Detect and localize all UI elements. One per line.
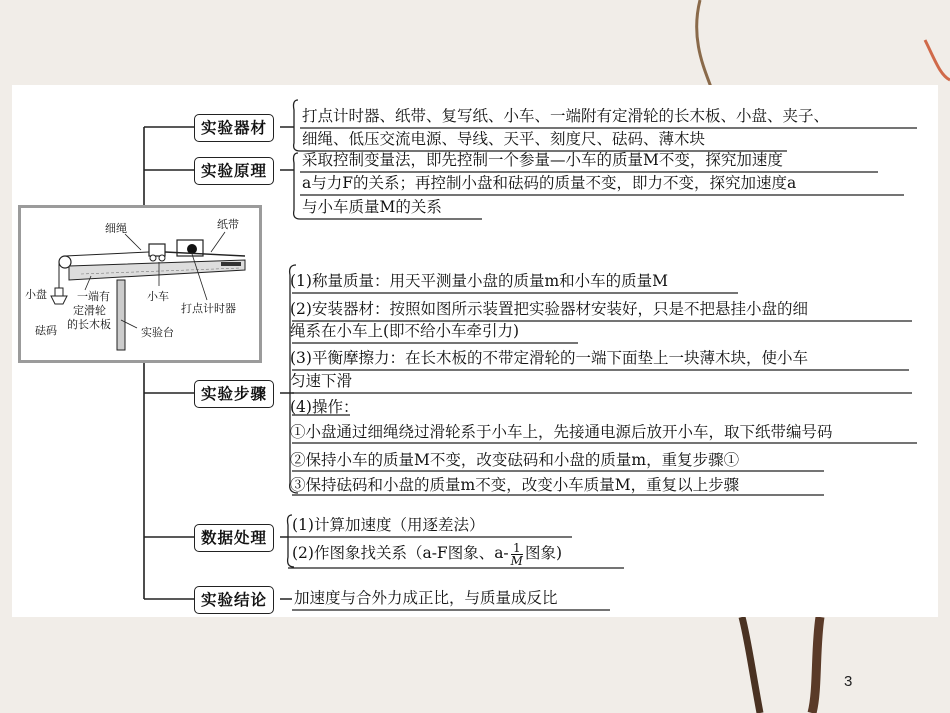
mind-map-panel xyxy=(12,85,938,617)
label-board-3: 的长木板 xyxy=(67,318,111,331)
conclusion-text: 加速度与合外力成正比，与质量成反比 xyxy=(294,589,558,607)
data-line-2 xyxy=(292,539,562,567)
label-rope: 细绳 xyxy=(105,222,127,235)
step-line-4: (3)平衡摩擦力：在长木板的不带定滑轮的一端下面垫上一块薄木块，使小车 xyxy=(290,349,808,367)
fraction-one-over-m xyxy=(511,542,523,567)
label-tape: 纸带 xyxy=(217,218,239,231)
label-pan: 小盘 xyxy=(25,288,47,301)
apparatus-drawing xyxy=(21,208,259,360)
page-number: 3 xyxy=(844,673,853,690)
label-weight: 砝码 xyxy=(35,324,57,337)
principle-line-2: a与力F的关系；再控制小盘和砝码的质量不变，即力不变，探究加速度a xyxy=(302,174,797,192)
step-line-3: 绳系在小车上(即不给小车牵引力) xyxy=(290,322,520,340)
equipment-line-2: 细绳、低压交流电源、导线、天平、刻度尺、砝码、薄木块 xyxy=(302,130,706,148)
node-principle: 实验原理 xyxy=(194,157,274,185)
label-board-1: 一端有 xyxy=(77,290,110,303)
node-data-processing: 数据处理 xyxy=(194,524,274,552)
principle-line-1: 采取控制变量法，即先控制一个参量—小车的质量M不变，探究加速度 xyxy=(302,151,783,169)
step-line-5: 匀速下滑 xyxy=(290,372,353,390)
label-table: 实验台 xyxy=(141,326,174,339)
data-line-2-suffix: 图象) xyxy=(524,544,563,562)
principle-line-3: 与小车质量M的关系 xyxy=(302,198,442,216)
step-line-1: (1)称量质量：用天平测量小盘的质量m和小车的质量M xyxy=(290,272,669,290)
step-line-6: (4)操作： xyxy=(290,398,359,416)
data-line-1: (1)计算加速度（用逐差法） xyxy=(292,516,485,534)
step-line-7: ①小盘通过细绳绕过滑轮系于小车上，先接通电源后放开小车，取下纸带编号码 xyxy=(290,423,833,441)
data-line-2-prefix: (2)作图象找关系（a-F图象、a- xyxy=(292,544,509,562)
node-conclusion: 实验结论 xyxy=(194,586,274,614)
node-equipment: 实验器材 xyxy=(194,114,274,142)
step-line-9: ③保持砝码和小盘的质量m不变，改变小车质量M，重复以上步骤 xyxy=(290,476,740,494)
apparatus-figure xyxy=(18,205,262,363)
step-line-2: (2)安装器材：按照如图所示装置把实验器材安装好，只是不把悬挂小盘的细 xyxy=(290,300,808,318)
label-board-2: 定滑轮 xyxy=(73,304,106,317)
label-timer: 打点计时器 xyxy=(181,302,236,315)
fraction-denominator: M xyxy=(510,553,523,568)
label-cart: 小车 xyxy=(147,290,169,303)
step-line-8: ②保持小车的质量M不变，改变砝码和小盘的质量m，重复步骤① xyxy=(290,451,740,469)
node-steps: 实验步骤 xyxy=(194,380,274,408)
fraction-numerator: 1 xyxy=(511,542,523,555)
equipment-line-1: 打点计时器、纸带、复写纸、小车、一端附有定滑轮的长木板、小盘、夹子、 xyxy=(302,107,830,125)
